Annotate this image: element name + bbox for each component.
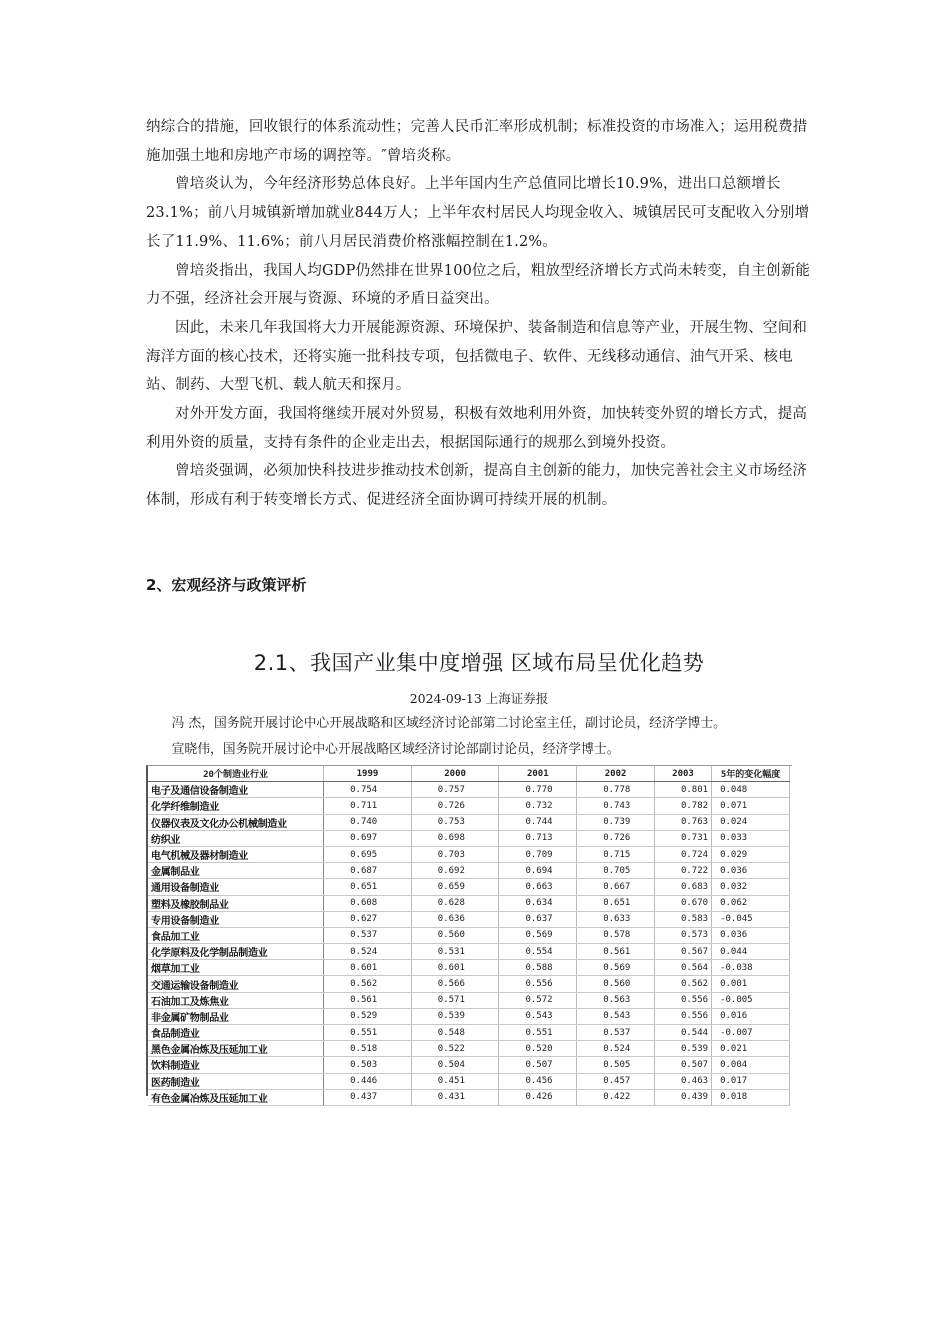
change-cell: 0.036	[712, 863, 790, 879]
table-row	[148, 911, 790, 927]
value-cell: 0.637	[499, 911, 577, 927]
value-cell: 0.560	[577, 976, 655, 992]
value-cell: 0.556	[654, 1008, 711, 1024]
value-cell: 0.537	[577, 1025, 655, 1041]
industry-concentration-table	[148, 766, 790, 1106]
paragraph: 对外开发方面，我国将继续开展对外贸易，积极有效地利用外资，加快转变外贸的增长方式，提高利用外资的质量，支持有条件的企业走出去，根据国际通行的规那么到境外投资。	[146, 406, 808, 451]
table-row	[148, 814, 790, 830]
value-cell: 0.651	[577, 895, 655, 911]
value-cell: 0.715	[577, 846, 655, 862]
paragraph: 曾培炎强调，必须加快科技进步推动技术创新，提高自主创新的能力，加快完善社会主义市场经济体制，形成有利于转变增长方式、促进经济全面协调可持续开展的机制。	[146, 463, 808, 509]
value-cell: 0.543	[577, 1008, 655, 1024]
value-cell: 0.726	[411, 798, 499, 814]
change-cell: 0.032	[712, 879, 790, 895]
value-cell: 0.531	[411, 944, 499, 960]
industry-name-cell: 烟草加工业	[148, 960, 324, 976]
table-row	[148, 944, 790, 960]
value-cell: 0.583	[654, 911, 711, 927]
value-cell: 0.572	[499, 992, 577, 1008]
industry-name-cell: 金属制品业	[148, 863, 324, 879]
value-cell: 0.670	[654, 895, 711, 911]
table-row	[148, 895, 790, 911]
value-cell: 0.722	[654, 863, 711, 879]
value-cell: 0.703	[411, 846, 499, 862]
change-cell: -0.045	[712, 911, 790, 927]
value-cell: 0.456	[499, 1073, 577, 1089]
value-cell: 0.711	[324, 798, 412, 814]
value-cell: 0.744	[499, 814, 577, 830]
table-row	[148, 782, 790, 798]
value-cell: 0.608	[324, 895, 412, 911]
change-cell: 0.033	[712, 830, 790, 846]
industry-name-cell: 电气机械及器材制造业	[148, 846, 324, 862]
value-cell: 0.743	[577, 798, 655, 814]
value-cell: 0.578	[577, 927, 655, 943]
table-row	[148, 879, 790, 895]
change-cell: 0.024	[712, 814, 790, 830]
value-cell: 0.573	[654, 927, 711, 943]
table-header-row	[148, 766, 790, 782]
column-header: 2000	[411, 766, 499, 782]
value-cell: 0.627	[324, 911, 412, 927]
change-cell: 0.016	[712, 1008, 790, 1024]
industry-name-cell: 食品加工业	[148, 927, 324, 943]
value-cell: 0.451	[411, 1073, 499, 1089]
value-cell: 0.726	[577, 830, 655, 846]
value-cell: 0.698	[411, 830, 499, 846]
industry-name-cell: 黑色金属冶炼及压延加工业	[148, 1041, 324, 1057]
value-cell: 0.569	[577, 960, 655, 976]
value-cell: 0.422	[577, 1089, 655, 1105]
industry-name-cell: 饮料制造业	[148, 1057, 324, 1073]
change-cell: 0.021	[712, 1041, 790, 1057]
value-cell: 0.763	[654, 814, 711, 830]
table-row	[148, 1041, 790, 1057]
value-cell: 0.571	[411, 992, 499, 1008]
value-cell: 0.529	[324, 1008, 412, 1024]
value-cell: 0.770	[499, 782, 577, 798]
table-row	[148, 1008, 790, 1024]
value-cell: 0.522	[411, 1041, 499, 1057]
value-cell: 0.739	[577, 814, 655, 830]
value-cell: 0.695	[324, 846, 412, 862]
value-cell: 0.628	[411, 895, 499, 911]
value-cell: 0.659	[411, 879, 499, 895]
value-cell: 0.564	[654, 960, 711, 976]
value-cell: 0.724	[654, 846, 711, 862]
change-cell: 0.018	[712, 1089, 790, 1105]
paragraph: 因此，未来几年我国将大力开展能源资源、环境保护、装备制造和信息等产业，开展生物、空间和海洋方面的核心技术，还将实施一批科技专项，包括微电子、软件、无线移动通信、油气开采、核电站、制药、大型飞机、载人航天和探月。	[146, 319, 808, 394]
industry-name-cell: 有色金属冶炼及压延加工业	[148, 1089, 324, 1105]
value-cell: 0.713	[499, 830, 577, 846]
article-body	[146, 113, 812, 515]
section-heading: 2、宏观经济与政策评析	[146, 576, 307, 594]
column-header: 2001	[499, 766, 577, 782]
change-cell: 0.044	[712, 944, 790, 960]
value-cell: 0.437	[324, 1089, 412, 1105]
industry-name-cell: 专用设备制造业	[148, 911, 324, 927]
industry-name-cell: 石油加工及炼焦业	[148, 992, 324, 1008]
table-row	[148, 1025, 790, 1041]
value-cell: 0.687	[324, 863, 412, 879]
value-cell: 0.556	[499, 976, 577, 992]
change-cell: 0.062	[712, 895, 790, 911]
industry-name-cell: 纺织业	[148, 830, 324, 846]
value-cell: 0.563	[577, 992, 655, 1008]
industry-name-cell: 塑料及橡胶制品业	[148, 895, 324, 911]
value-cell: 0.507	[654, 1057, 711, 1073]
table-row	[148, 1057, 790, 1073]
value-cell: 0.709	[499, 846, 577, 862]
value-cell: 0.567	[654, 944, 711, 960]
value-cell: 0.457	[577, 1073, 655, 1089]
value-cell: 0.778	[577, 782, 655, 798]
industry-name-cell: 电子及通信设备制造业	[148, 782, 324, 798]
column-header: 20个制造业行业	[148, 766, 324, 782]
column-header: 2003	[654, 766, 711, 782]
paragraph: 纳综合的措施，回收银行的体系流动性；完善人民币汇率形成机制；标准投资的市场准入；运用税费措施加强土地和房地产市场的调控等。″曾培炎称。	[146, 119, 808, 164]
industry-name-cell: 通用设备制造业	[148, 879, 324, 895]
change-cell: 0.001	[712, 976, 790, 992]
table-row	[148, 1073, 790, 1089]
value-cell: 0.524	[577, 1041, 655, 1057]
table-row	[148, 863, 790, 879]
change-cell: 0.017	[712, 1073, 790, 1089]
value-cell: 0.753	[411, 814, 499, 830]
article-byline: 2024-09-13 上海证券报	[409, 691, 549, 706]
value-cell: 0.634	[499, 895, 577, 911]
value-cell: 0.801	[654, 782, 711, 798]
value-cell: 0.697	[324, 830, 412, 846]
value-cell: 0.667	[577, 879, 655, 895]
industry-name-cell: 化学原料及化学制品制造业	[148, 944, 324, 960]
value-cell: 0.562	[654, 976, 711, 992]
change-cell: 0.048	[712, 782, 790, 798]
industry-name-cell: 交通运输设备制造业	[148, 976, 324, 992]
value-cell: 0.663	[499, 879, 577, 895]
table-row	[148, 992, 790, 1008]
author-line: 冯 杰，国务院开展讨论中心开展战略和区域经济讨论部第二讨论室主任，副讨论员，经济学博士。	[171, 716, 726, 731]
change-cell: 0.029	[712, 846, 790, 862]
value-cell: 0.683	[654, 879, 711, 895]
value-cell: 0.754	[324, 782, 412, 798]
value-cell: 0.539	[654, 1041, 711, 1057]
value-cell: 0.561	[324, 992, 412, 1008]
author-line: 宣晓伟，国务院开展讨论中心开展战略区域经济讨论部副讨论员，经济学博士。	[171, 742, 620, 757]
value-cell: 0.439	[654, 1089, 711, 1105]
change-cell: 0.036	[712, 927, 790, 943]
column-header: 1999	[324, 766, 412, 782]
table-row	[148, 1089, 790, 1105]
value-cell: 0.562	[324, 976, 412, 992]
value-cell: 0.503	[324, 1057, 412, 1073]
industry-concentration-table-image	[146, 765, 792, 1105]
value-cell: 0.518	[324, 1041, 412, 1057]
value-cell: 0.740	[324, 814, 412, 830]
value-cell: 0.561	[577, 944, 655, 960]
value-cell: 0.694	[499, 863, 577, 879]
value-cell: 0.651	[324, 879, 412, 895]
change-cell: -0.005	[712, 992, 790, 1008]
value-cell: 0.731	[654, 830, 711, 846]
value-cell: 0.524	[324, 944, 412, 960]
change-cell: 0.071	[712, 798, 790, 814]
value-cell: 0.446	[324, 1073, 412, 1089]
table-row	[148, 927, 790, 943]
value-cell: 0.537	[324, 927, 412, 943]
value-cell: 0.426	[499, 1089, 577, 1105]
change-cell: -0.007	[712, 1025, 790, 1041]
industry-name-cell: 医药制造业	[148, 1073, 324, 1089]
value-cell: 0.551	[324, 1025, 412, 1041]
value-cell: 0.543	[499, 1008, 577, 1024]
value-cell: 0.705	[577, 863, 655, 879]
table-row	[148, 846, 790, 862]
industry-name-cell: 非金属矿物制品业	[148, 1008, 324, 1024]
value-cell: 0.504	[411, 1057, 499, 1073]
value-cell: 0.757	[411, 782, 499, 798]
paragraph: 曾培炎认为，今年经济形势总体良好。上半年国内生产总值同比增长10.9%，进出口总额增长23.1%；前八月城镇新增加就业844万人；上半年农村居民人均现金收入、城镇居民可支配收入分别增长了11.9%、11.6%；前八月居民消费价格涨幅控制在1.2%。	[146, 176, 810, 250]
value-cell: 0.601	[324, 960, 412, 976]
change-cell: 0.004	[712, 1057, 790, 1073]
table-row	[148, 960, 790, 976]
value-cell: 0.507	[499, 1057, 577, 1073]
value-cell: 0.782	[654, 798, 711, 814]
value-cell: 0.505	[577, 1057, 655, 1073]
industry-name-cell: 食品制造业	[148, 1025, 324, 1041]
value-cell: 0.544	[654, 1025, 711, 1041]
paragraph: 曾培炎指出，我国人均GDP仍然排在世界100位之后，粗放型经济增长方式尚未转变，自主创新能力不强，经济社会开展与资源、环境的矛盾日益突出。	[146, 262, 811, 308]
author-list	[146, 711, 826, 763]
value-cell: 0.601	[411, 960, 499, 976]
table-row	[148, 976, 790, 992]
article-title: 2.1、我国产业集中度增强 区域布局呈优化趋势	[253, 651, 705, 675]
value-cell: 0.588	[499, 960, 577, 976]
table-row	[148, 830, 790, 846]
table-body	[148, 782, 790, 1106]
value-cell: 0.636	[411, 911, 499, 927]
value-cell: 0.569	[499, 927, 577, 943]
industry-name-cell: 化学纤维制造业	[148, 798, 324, 814]
value-cell: 0.539	[411, 1008, 499, 1024]
change-cell: -0.038	[712, 960, 790, 976]
value-cell: 0.520	[499, 1041, 577, 1057]
value-cell: 0.463	[654, 1073, 711, 1089]
column-header: 2002	[577, 766, 655, 782]
value-cell: 0.548	[411, 1025, 499, 1041]
value-cell: 0.692	[411, 863, 499, 879]
value-cell: 0.732	[499, 798, 577, 814]
column-header: 5年的变化幅度	[712, 766, 790, 782]
industry-name-cell: 仪器仪表及文化办公机械制造业	[148, 814, 324, 830]
value-cell: 0.633	[577, 911, 655, 927]
table-row	[148, 798, 790, 814]
value-cell: 0.431	[411, 1089, 499, 1105]
value-cell: 0.554	[499, 944, 577, 960]
value-cell: 0.556	[654, 992, 711, 1008]
value-cell: 0.560	[411, 927, 499, 943]
value-cell: 0.566	[411, 976, 499, 992]
value-cell: 0.551	[499, 1025, 577, 1041]
